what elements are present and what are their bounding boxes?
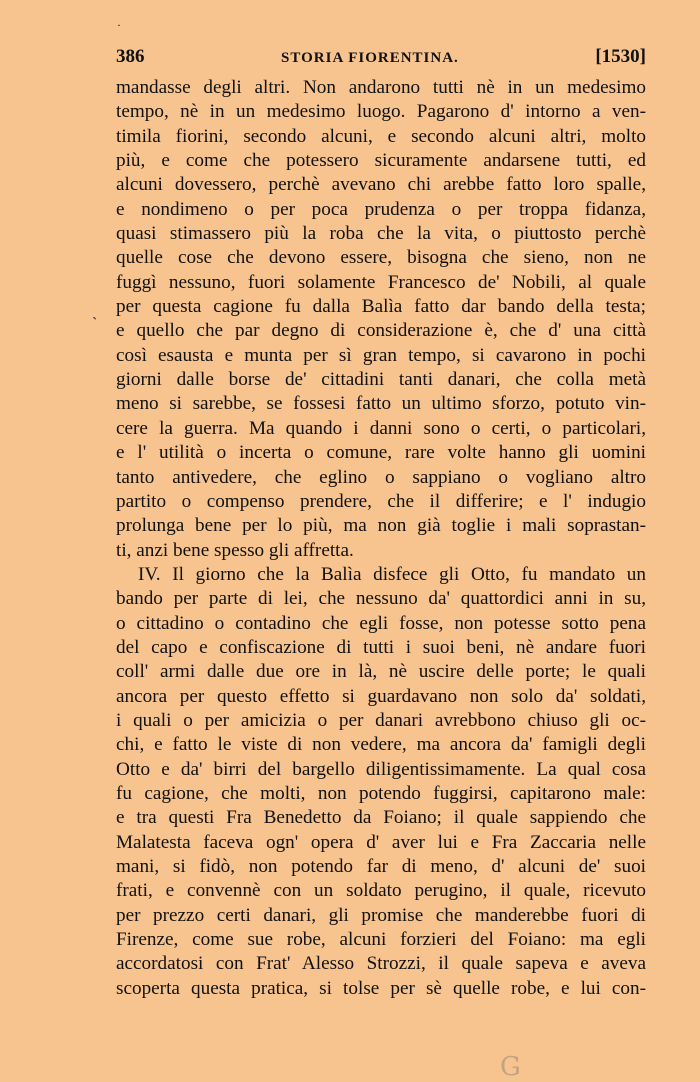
text-line: per prezzo certi danari, gli promise che manderebbe fuori di — [116, 904, 646, 926]
text-line: partito o compenso prendere, che il differire; e l' indugio — [116, 490, 646, 512]
text-line: i quali o per amicizia o per danari avrebbono chiuso gli oc- — [116, 709, 646, 731]
text-line: per questa cagione fu dalla Balìa fatto dar bando della testa; — [116, 296, 646, 318]
text-line: IV. Il giorno che la Balìa disfece gli Otto, fu mandato un — [138, 563, 646, 585]
book-page — [116, 46, 646, 1001]
text-line: del capo e confiscazione di tutti i suoi beni, nè andare fuori — [116, 636, 646, 658]
google-watermark: G — [500, 1052, 521, 1082]
text-line: e tra questi Fra Benedetto da Foiano; il quale sappiendo che — [116, 807, 646, 829]
text-line: quasi stimassero più la roba che la vita, o piuttosto perchè — [116, 223, 646, 245]
text-line: ancora per questo effetto si guardavano non solo da' soldati, — [116, 685, 646, 707]
text-line: e l' utilità o incerta o comune, rare volte hanno gli uomini — [116, 442, 646, 464]
text-line: chi, e fatto le viste di non vedere, ma ancora da' famigli degli — [116, 734, 646, 756]
text-line: timila fiorini, secondo alcuni, e secondo alcuni altri, molto — [116, 125, 646, 147]
text-line: e nondimeno o per poca prudenza o per troppa fidanza, — [116, 198, 646, 220]
text-line: mandasse degli altri. Non andarono tutti nè in un medesimo — [116, 77, 646, 98]
text-line: Malatesta faceva ogn' opera d' aver lui e Fra Zaccaria nelle — [116, 831, 646, 853]
text-line: alcuni dovessero, perchè avevano chi arebbe fatto loro spalle, — [116, 174, 646, 196]
text-line: Firenze, come sue robe, alcuni forzieri del Foiano: ma egli — [116, 929, 646, 951]
text-line: o cittadino o contadino che egli fosse, non potesse sotto pena — [116, 612, 646, 634]
text-line: ti, anzi bene spesso gli affretta. — [116, 539, 354, 561]
page-body — [116, 76, 646, 1001]
paragraph-2 — [116, 563, 646, 1001]
text-line: così esausta e munta per sì gran tempo, si cavarono in pochi — [116, 344, 646, 366]
text-line: cere la guerra. Ma quando i danni sono o certi, o particolari, — [116, 417, 646, 439]
running-title: STORIA FIORENTINA. — [281, 50, 459, 66]
margin-mark: ˴ — [92, 308, 98, 325]
text-line: coll' armi dalle due ore in là, nè uscire delle porte; le quali — [116, 661, 646, 683]
running-header — [116, 46, 646, 76]
text-line: tanto antivedere, che eglino o sappiano o vogliano altro — [116, 466, 646, 488]
text-line: mani, si fidò, non potendo far di meno, d' alcuni de' suoi — [116, 856, 646, 877]
text-line: frati, e convennè con un soldato perugino, il quale, ricevuto — [116, 880, 646, 902]
year-label: [1530] — [595, 46, 646, 67]
paragraph-1 — [116, 76, 646, 563]
text-line: Otto e da' birri del bargello diligentissimamente. La qual cosa — [116, 758, 646, 780]
text-line: fuggì nessuno, fuori solamente Francesco de' Nobili, al quale — [116, 271, 646, 293]
text-line: più, e come che potessero sicuramente andarsene tutti, ed — [116, 150, 646, 172]
text-line: tempo, nè in un medesimo luogo. Pagarono d' intorno a ven- — [116, 101, 646, 123]
speck-mark: · — [117, 18, 121, 32]
text-line: prolunga bene per lo più, ma non già toglie i mali soprastan- — [116, 515, 646, 537]
text-line: meno si sarebbe, se fossesi fatto un ultimo sforzo, potuto vin- — [116, 393, 646, 415]
text-line: bando per parte di lei, che nessuno da' quattordici anni in su, — [116, 588, 646, 610]
text-line: giorni dalle borse de' cittadini tanti danari, che colla metà — [116, 369, 646, 391]
page-number: 386 — [116, 46, 145, 67]
text-line: scoperta questa pratica, si tolse per sè quelle robe, e lui con- — [116, 977, 646, 999]
text-line: accordatosi con Frat' Alesso Strozzi, il quale sapeva e aveva — [116, 953, 646, 975]
text-line: quelle cose che devono essere, bisogna che sieno, non ne — [116, 247, 646, 269]
text-line: e quello che par degno di considerazione è, che d' una città — [116, 320, 646, 342]
text-line: fu cagione, che molti, non potendo fuggirsi, capitarono male: — [116, 782, 646, 804]
